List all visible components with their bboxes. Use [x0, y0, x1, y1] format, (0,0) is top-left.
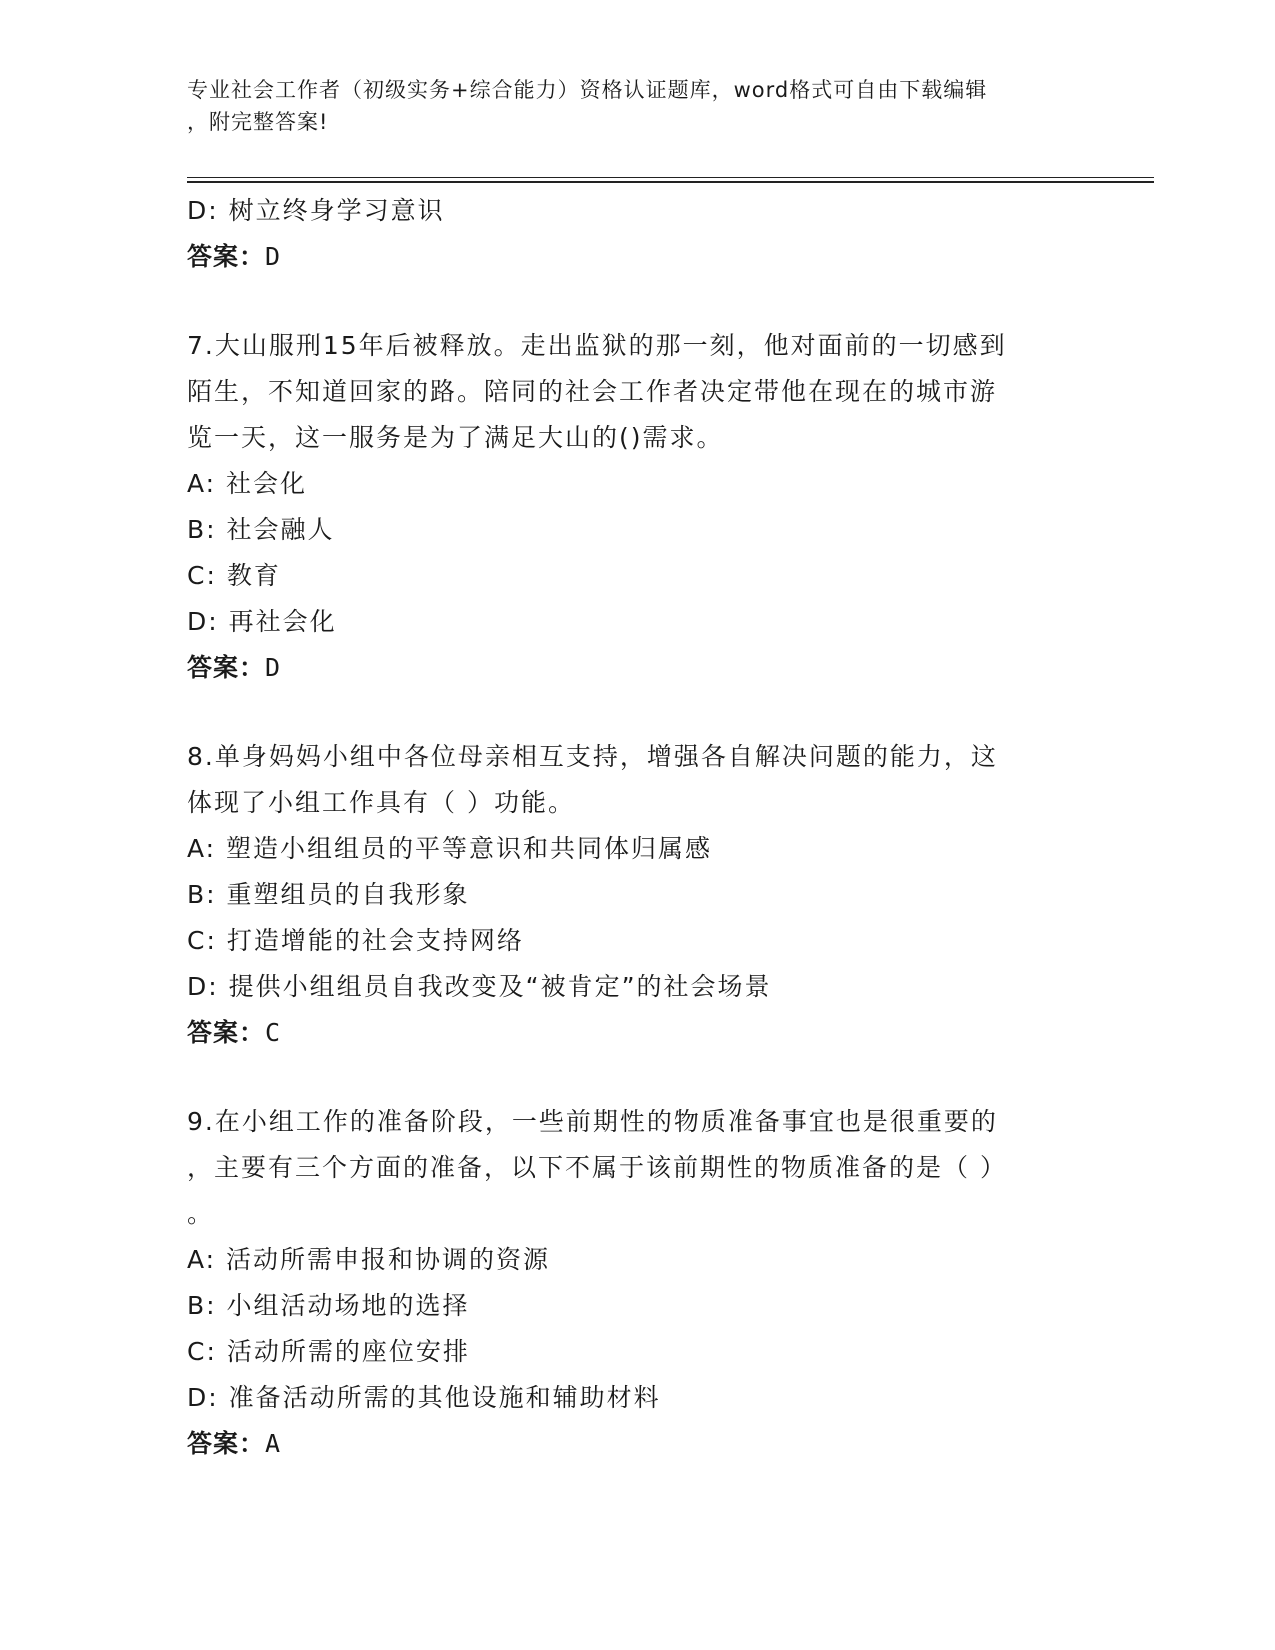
answer-value: C [265, 1018, 282, 1047]
option-a: A: 塑造小组组员的平等意识和共同体归属感 [187, 834, 713, 863]
question-stem-line: 览一天，这一服务是为了满足大山的()需求。 [187, 423, 724, 452]
header-line-1: 专业社会工作者（初级实务+综合能力）资格认证题库，word格式可自由下载编辑 [187, 78, 988, 102]
option-a: A: 社会化 [187, 469, 308, 498]
question-item [187, 323, 1087, 691]
option-c: C: 打造增能的社会支持网络 [187, 926, 524, 955]
question-stem-line: 。 [187, 1199, 215, 1228]
question-content [187, 188, 1087, 1467]
header-divider-thick [187, 181, 1154, 183]
header-line-2: ，附完整答案! [187, 110, 329, 134]
answer-label: 答案： [187, 1018, 266, 1047]
option-b: B: 小组活动场地的选择 [187, 1291, 470, 1320]
question-stem-line: 9.在小组工作的准备阶段，一些前期性的物质准备事宜也是很重要的 [187, 1107, 998, 1136]
option-b: B: 社会融人 [187, 515, 335, 544]
question-gap [187, 280, 1087, 323]
answer-label: 答案： [187, 1429, 266, 1458]
question-stem-line: 7.大山服刑15年后被释放。走出监狱的那一刻，他对面前的一切感到 [187, 331, 1007, 360]
answer-value: D [265, 242, 282, 271]
option-c: C: 活动所需的座位安排 [187, 1337, 470, 1366]
option-d: D: 提供小组组员自我改变及“被肯定”的社会场景 [187, 972, 772, 1001]
option-d: D: 再社会化 [187, 607, 337, 636]
prev-question-answer [187, 234, 1087, 280]
question-answer [187, 1421, 1087, 1467]
question-gap [187, 1056, 1087, 1099]
question-stem-line: 8.单身妈妈小组中各位母亲相互支持，增强各自解决问题的能力，这 [187, 742, 998, 771]
question-item [187, 1099, 1087, 1467]
answer-value: D [265, 653, 282, 682]
answer-label: 答案： [187, 653, 266, 682]
question-stem-line: 陌生，不知道回家的路。陪同的社会工作者决定带他在现在的城市游 [187, 377, 998, 406]
question-answer [187, 1010, 1087, 1056]
header-divider-thin [187, 177, 1154, 178]
option-a: A: 活动所需申报和协调的资源 [187, 1245, 551, 1274]
prev-question-option-d: D: 树立终身学习意识 [187, 196, 445, 225]
option-b: B: 重塑组员的自我形象 [187, 880, 470, 909]
option-d: D: 准备活动所需的其他设施和辅助材料 [187, 1383, 661, 1412]
option-c: C: 教育 [187, 561, 281, 590]
question-item [187, 734, 1087, 1056]
answer-value: A [265, 1429, 282, 1458]
question-answer [187, 645, 1087, 691]
question-stem-line: 体现了小组工作具有（ ）功能。 [187, 788, 575, 817]
document-header [187, 74, 1087, 138]
answer-label: 答案： [187, 242, 266, 271]
question-stem-line: ，主要有三个方面的准备，以下不属于该前期性的物质准备的是（ ） [187, 1153, 1007, 1182]
question-gap [187, 691, 1087, 734]
